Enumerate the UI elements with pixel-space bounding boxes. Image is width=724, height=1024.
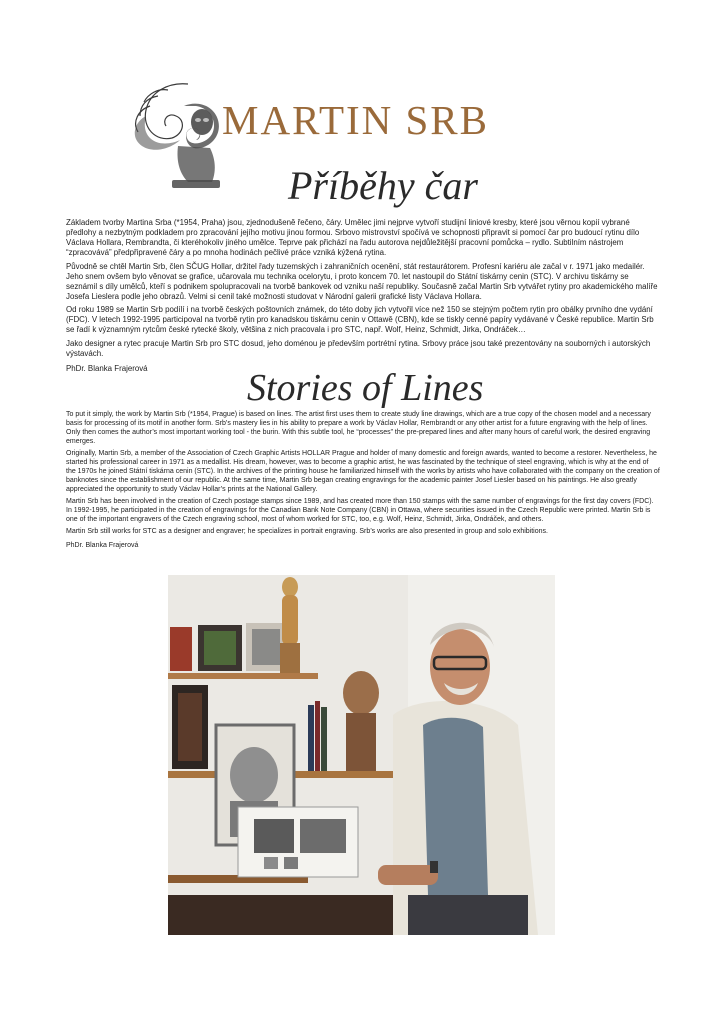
paragraph: Originally, Martin Srb, a member of the Association of Czech Graphic Artists HOLLAR Prague and holder of many domestic and foreign awards, wanted to become a restorer. Nevertheless, he started his professional career in 1971 as a medallist. His dream, however, was to become a graphic artist, he was fascinated by the technique of steel engraving, which is why at the end of the 1970s he joined Státní tiskárna cenin (STC). In the archives of the printing house he familiarized himself with the works by artists who have collaborated with the company on the creation of banknotes since the establishment of our republic. At the same time, Martin Srb began creating engravings for the academic painter Josef Liesler based on his paintings. He also greatly appreciated the opportunity to study Václav Hollar’s prints at the National Gallery. (66, 450, 660, 493)
page-title: MARTIN SRB (222, 97, 490, 143)
paragraph: To put it simply, the work by Martin Srb (*1954, Prague) is based on lines. The artist first uses them to create study line drawings, which are a true copy of the chosen model and a necessary basis for processing of its motif in another form. Srb’s mastery lies in his ability to prepare a work by Václav Hollar, Rembrandt or any other artist for a future engraving with the help of lines. Only then comes the author’s most important working tool - the burin. With this subtle tool, he “processes” the pre-prepared lines and after many hours of careful work, the desired engraving emerges. (66, 411, 651, 445)
paragraph: Od roku 1989 se Martin Srb podílí i na tvorbě českých poštovních známek, do této doby jich vytvořil více než 150 se stejným počtem rytin pro obálky prvního dne vydání (FDC). V letech 1992-1995 participoval na tvorbě rytin pro kanadskou tiskárnu cenin v Ottawě (CBN), kde se tiskly cenné papíry vydávané v České republice. Martin Srb se řadí k významným rytcům české rytecké školy, většina z nich pracovala i pro STC, např. Wolf, Heinz, Schmidt, Jirka, Ondráček… (66, 305, 654, 334)
czech-text-block (66, 218, 660, 377)
paragraph: Martin Srb still works for STC as a designer and engraver; he specializes in portrait engraving. Srb’s works are also presented in group and solo exhibitions. (66, 528, 548, 536)
winged-sphinx-emblem-icon (128, 76, 232, 192)
czech-section-title: Příběhy čar (288, 163, 478, 208)
paragraph: Základem tvorby Martina Srba (*1954, Praha) jsou, zjednodušeně řečeno, čáry. Umělec jimi nejprve vytvoří studijní liniové kresby, které jsou věrnou kopií vybrané předlohy a nezbytným podkladem pro zpracování jejího motivu jinou formou. Srbovo mistrovství spočívá ve schopnosti připravit si pomocí čar pro budoucí rytinu dílo Václava Hollara, Rembrandta, či kteréhokoliv jiného umělce. Teprve pak přichází na řadu autorova nejdůležitější pracovní pomůcka – rydlo. Subtilním nástrojem “zpracovává” předpřipravené čáry a po mnoha hodinách pečlivé práce vzniká kýžená rytina. (66, 218, 640, 257)
paragraph: Martin Srb has been involved in the creation of Czech postage stamps since 1989, and has created more than 150 stamps with the same number of engravings for the first day covers (FDC). In 1992-1995, he participated in the creation of engravings for the Canadian Bank Note Company (CBN) in Ottawa, where securities issued in the Czech Republic were printed. Martin Srb is one of the important engravers of the Czech engraving school, most of whom worked for STC, too, e.g. Wolf, Heinz, Schmidt, Jirka, Ondráček, and others. (66, 498, 654, 523)
paragraph: Původně se chtěl Martin Srb, člen SČUG Hollar, držitel řady tuzemských i zahraničních ocenění, stát restaurátorem. Profesní kariéru ale začal v r. 1971 jako medailér. Jeho snem ovšem bylo věnovat se grafice, učarovala mu technika ocelorytu, i proto koncem 70. let nastoupil do Státní tiskárny cenin (STC). V archivu tiskárny se seznámil s díly umělců, kteří s podnikem spolupracovali na tvorbě bankovek od vzniku naší republiky. Současně začal Martin Srb vytvářet rytiny pro akademického malíře Josefa Lieslera podle jeho obrazů. Velmi si cenil také možnosti studovat v Národní galerii grafické listy Václava Hollara. (66, 261, 658, 301)
author-signature: PhDr. Blanka Frajerová (66, 542, 139, 550)
english-text-block (66, 411, 660, 555)
author-signature: PhDr. Blanka Frajerová (66, 363, 148, 373)
english-section-title: Stories of Lines (247, 367, 484, 409)
paragraph: Jako designer a rytec pracuje Martin Srb pro STC dosud, jeho doménou je především portrétní rytina. Srbovy práce jsou také prezentovány na souborných i autorských výstavách. (66, 338, 651, 358)
artist-portrait-photo (168, 575, 555, 935)
